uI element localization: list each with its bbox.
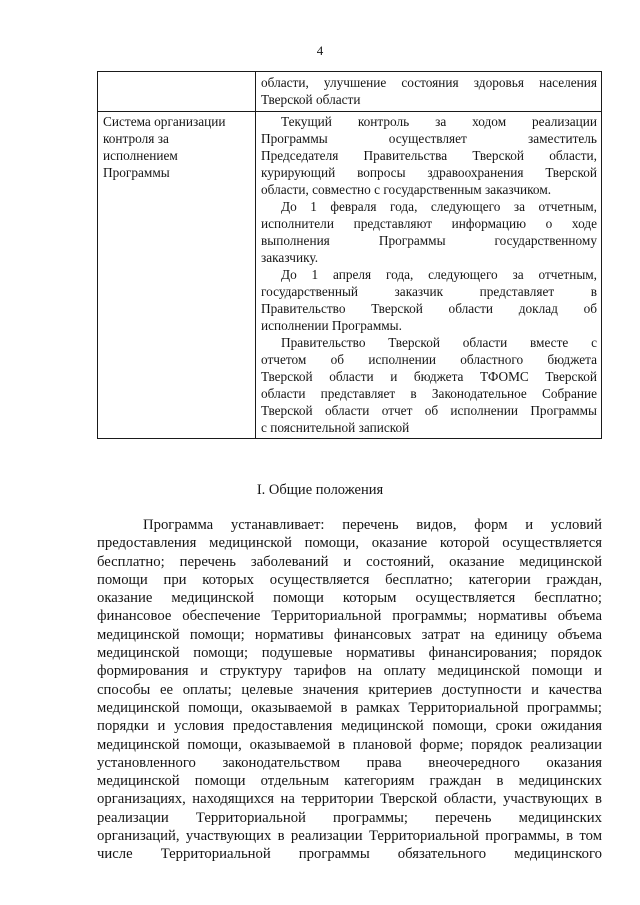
text-line: Тверской области: [261, 92, 361, 107]
table-cell-control-label: [98, 112, 256, 439]
text-line: области, улучшение состояния здоровья населения: [261, 75, 597, 90]
text-line: способы ее оплаты; целевые значения критериев доступности и качества: [97, 681, 602, 698]
table-cell-goal-continuation: [256, 72, 602, 112]
text-line: Правительство Тверской области вместе с: [281, 335, 597, 350]
text-line: До 1 февраля года, следующего за отчетным,: [281, 199, 597, 214]
text-line: До 1 апреля года, следующего за отчетным,: [281, 267, 597, 282]
section-title: I. Общие положения: [256, 482, 384, 498]
text-line: предоставления медицинской помощи, оказание которой осуществляется: [97, 535, 602, 552]
text-line: курирующий вопросы здравоохранения Тверской: [261, 165, 597, 180]
text-line: медицинской помощи отдельным категориям граждан в медицинских: [97, 773, 602, 790]
text-line: Текущий контроль за ходом реализации: [281, 114, 597, 129]
paragraph-government-report: [261, 334, 597, 436]
text-line: выполнения Программы государственному: [261, 233, 597, 248]
text-line: Правительство Тверской области доклад об: [261, 301, 597, 316]
text-line: контроля за: [103, 131, 169, 146]
text-line: медицинской помощи, оказываемой в рамках Территориальной программы;: [97, 699, 602, 716]
text-line: оказание медицинской помощи которым осуществляется бесплатно;: [97, 590, 602, 607]
text-line: заказчику.: [261, 250, 319, 265]
text-line: отчетом об исполнении областного бюджета: [261, 352, 597, 367]
text-line: реализации Территориальной программы; перечень медицинских: [97, 809, 602, 826]
text-line: исполнением: [103, 148, 178, 163]
text-line: Программы: [103, 165, 170, 180]
text-line: числе Территориальной программы обязательного медицинского: [97, 846, 602, 863]
table-cell-control-description: [256, 112, 602, 439]
text-line: организаций, участвующих в реализации Территориальной программы, в том: [97, 828, 602, 845]
text-line: помощи при которых осуществляется бесплатно; категории граждан,: [97, 571, 602, 588]
table-row: [98, 72, 602, 112]
text-line: финансовое обеспечение Территориальной программы; нормативы объема: [97, 608, 602, 625]
text-line: порядки и условия предоставления медицинской помощи, сроки ожидания: [97, 718, 602, 735]
paragraph-current-control: [261, 113, 597, 198]
text-line: Система организации: [103, 114, 226, 129]
text-line: области, совместно с государственным заказчиком.: [261, 182, 552, 197]
table-cell-empty: [98, 72, 256, 112]
program-info-table: [97, 71, 602, 439]
text-line: установленного законодательством права внеочередного оказания: [97, 754, 602, 771]
text-line: с пояснительной запиской: [261, 420, 410, 435]
text-line: медицинской помощи; нормативы финансовых затрат на единицу объема: [97, 626, 602, 643]
body-paragraph: [97, 516, 602, 864]
text-line: Тверской области и бюджета ТФОМС Тверской: [261, 369, 597, 384]
text-line: области представляет в Законодательное Собрание: [261, 386, 597, 401]
text-line: организациях, находящихся на территории Тверской области, участвующих в: [97, 791, 602, 808]
table-row: [98, 112, 602, 439]
page-number: 4: [316, 43, 324, 58]
text-line: медицинской помощи, оказываемой в плановой форме; порядок реализации: [97, 736, 602, 753]
paragraph-february-report: [261, 198, 597, 266]
text-line: Программа устанавливает: перечень видов, форм и условий: [143, 517, 602, 533]
text-line: Программы осуществляет заместитель: [261, 131, 597, 146]
paragraph-april-report: [261, 266, 597, 334]
text-line: исполнении Программы.: [261, 318, 402, 333]
text-line: Тверской области отчет об исполнении Программы: [261, 403, 597, 418]
text-line: государственный заказчик представляет в: [261, 284, 597, 299]
text-line: исполнители представляют информацию о ходе: [261, 216, 597, 231]
text-line: бесплатно; перечень заболеваний и состояний, оказание медицинской: [97, 553, 602, 570]
text-line: медицинской помощи; подушевые нормативы финансирования; порядок: [97, 645, 602, 662]
text-line: Председателя Правительства Тверской области,: [261, 148, 597, 163]
text-line: формирования и структуру тарифов на оплату медицинской помощи и: [97, 663, 602, 680]
